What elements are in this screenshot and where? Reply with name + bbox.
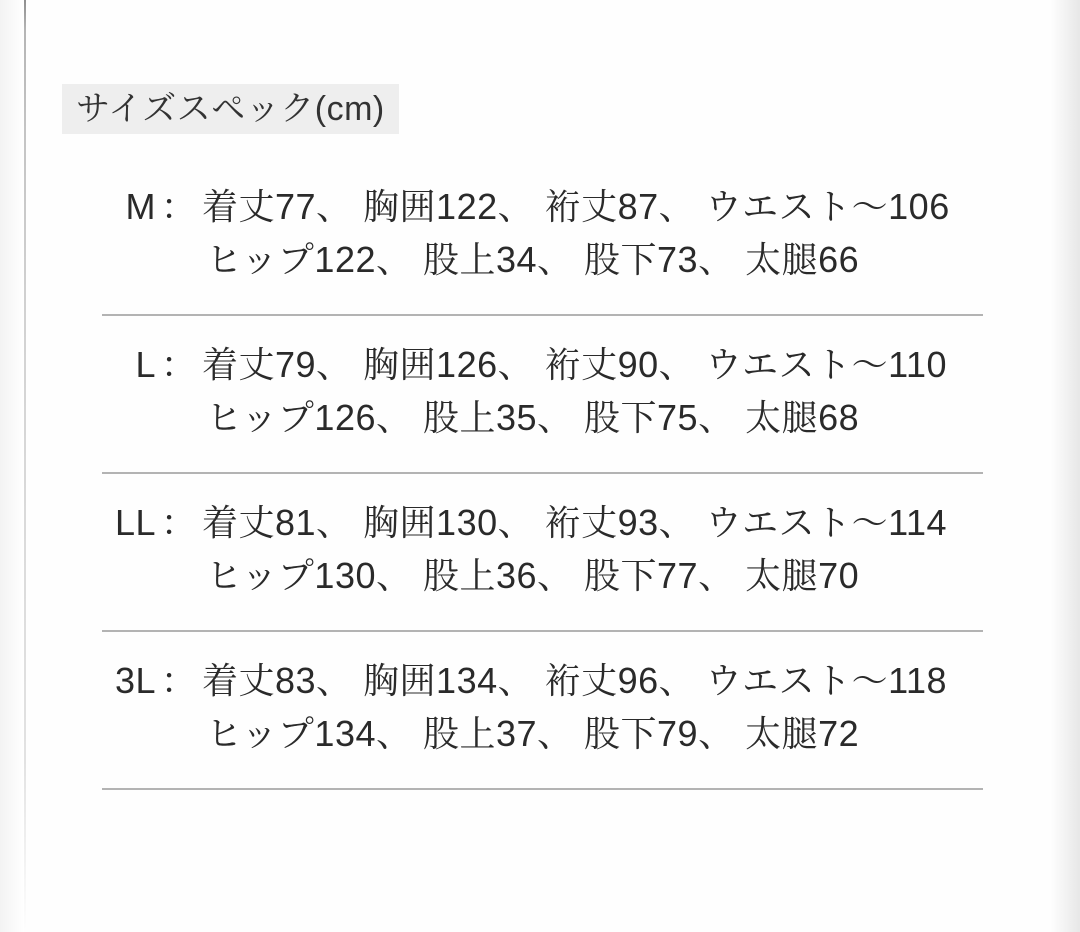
- size-colon: ：: [160, 502, 198, 543]
- size-row-secondary: [206, 707, 983, 760]
- size-block-ll: [102, 496, 983, 602]
- size-row-main: [102, 180, 983, 233]
- size-row-secondary: [206, 549, 983, 602]
- size-label: 3L: [114, 660, 156, 701]
- size-measurements-top: 着丈83、 胸囲134、 裄丈96、 ウエスト～118: [202, 660, 948, 701]
- right-edge-shade: [1050, 0, 1080, 932]
- size-row-main: [102, 654, 983, 707]
- row-divider: [102, 788, 983, 790]
- size-measurements-top: 着丈81、 胸囲130、 裄丈93、 ウエスト～114: [202, 502, 948, 543]
- size-spec-title: サイズスペック(cm): [62, 84, 399, 134]
- size-row-main: [102, 496, 983, 549]
- size-label: M: [125, 186, 156, 227]
- size-measurements-top: 着丈79、 胸囲126、 裄丈90、 ウエスト～110: [202, 344, 948, 385]
- size-label: LL: [114, 502, 156, 543]
- left-edge-shade: [0, 0, 24, 932]
- size-row-secondary: [206, 391, 983, 444]
- row-divider: [102, 472, 983, 474]
- size-colon: ：: [160, 344, 198, 385]
- size-colon: ：: [160, 186, 198, 227]
- size-measurements-bottom: ヒップ134、 股上37、 股下79、 太腿72: [206, 713, 860, 754]
- size-colon: ：: [160, 660, 198, 701]
- size-row-main: [102, 338, 983, 391]
- size-row-secondary: [206, 233, 983, 286]
- size-list: [102, 180, 983, 812]
- size-block-3l: [102, 654, 983, 760]
- size-measurements-bottom: ヒップ126、 股上35、 股下75、 太腿68: [206, 397, 860, 438]
- size-block-l: [102, 338, 983, 444]
- size-measurements-bottom: ヒップ130、 股上36、 股下77、 太腿70: [206, 555, 860, 596]
- row-divider: [102, 630, 983, 632]
- size-measurements-bottom: ヒップ122、 股上34、 股下73、 太腿66: [206, 239, 860, 280]
- size-measurements-top: 着丈77、 胸囲122、 裄丈87、 ウエスト～106: [202, 186, 950, 227]
- size-block-m: [102, 180, 983, 286]
- size-label: L: [135, 344, 156, 385]
- left-edge-line: [24, 0, 26, 932]
- row-divider: [102, 314, 983, 316]
